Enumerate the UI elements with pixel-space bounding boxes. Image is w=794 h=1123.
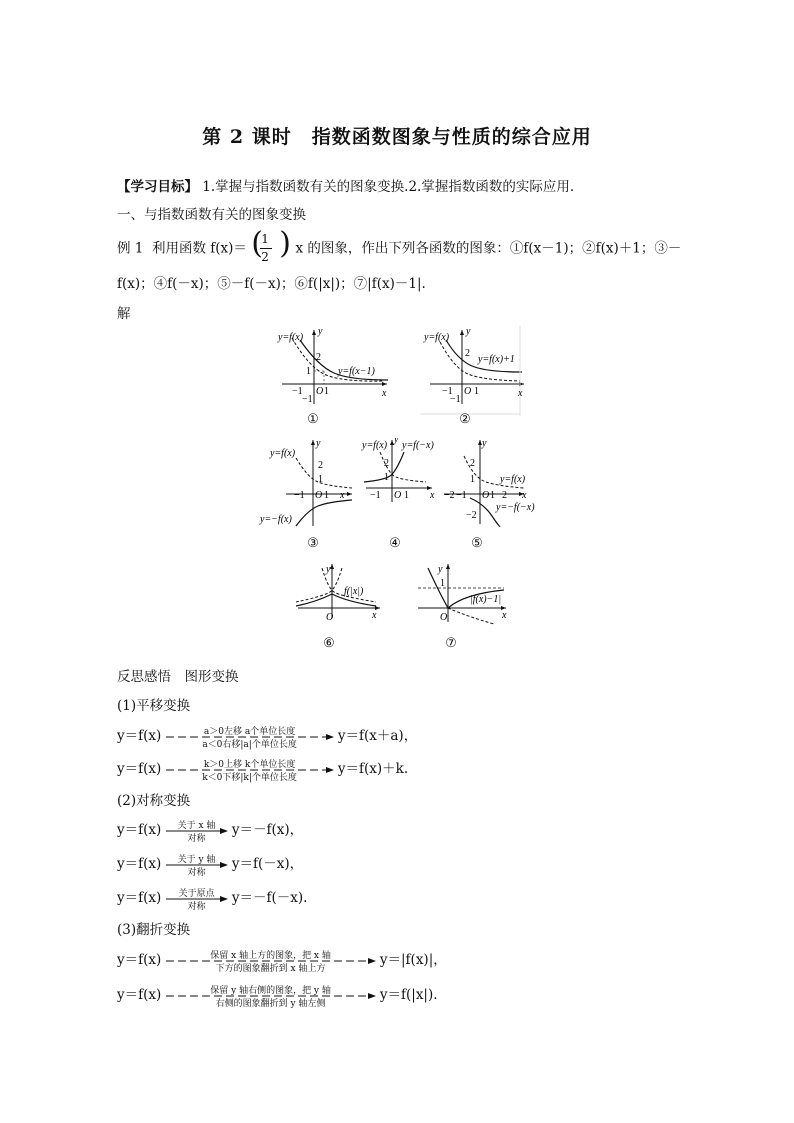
arrow-top-text: 关于 y 轴 [177, 854, 216, 865]
graph3-label-o: O [315, 490, 323, 501]
rule-right: y＝f(x)＋k. [337, 761, 409, 777]
arrow-bottom-text: k＜0下移|k|个单位长度 [202, 772, 297, 783]
arrow-bottom-text: 对称 [187, 901, 206, 912]
rule-left: y＝f(x) [117, 952, 162, 968]
example-text-a: 利用函数 f(x)＝ [151, 240, 247, 257]
graph3-label-x: x [340, 490, 345, 501]
symmetry-heading: (2)对称变换 [117, 793, 191, 809]
rule-right: y＝f(－x)， [231, 856, 304, 872]
fraction-denominator: 2 [261, 250, 269, 264]
example-label: 例 1 [117, 240, 144, 257]
graph3-label-2: 2 [318, 460, 323, 471]
graph1-label-yfx: y=f(x) [278, 332, 304, 343]
graph2-label-2: 2 [465, 348, 470, 359]
graph4-label-y: y [394, 438, 399, 445]
arrow-bottom-text: a＜0右移|a|个单位长度 [202, 739, 297, 750]
rule-right: y＝－f(－x). [231, 890, 308, 906]
graph5-label-neg2x: −2 [444, 490, 455, 501]
graph-6-caption: ⑥ [323, 636, 335, 651]
arrow-top-text: 保留 y 轴右侧的图象，把 y 轴 [210, 985, 331, 996]
graph4-label-o: O [394, 490, 402, 501]
graph-5-caption: ⑤ [471, 536, 483, 551]
graph1-label-neg1x: −1 [292, 386, 303, 397]
arrow-top-text: k＞0上移 k个单位长度 [203, 759, 296, 770]
rule-left: y＝f(x) [117, 856, 162, 872]
graph4-label-yf-negx: y=f(−x) [402, 440, 434, 451]
graph-2 [420, 326, 530, 416]
graph2-label-neg1x: −1 [442, 386, 453, 397]
flip-heading: (3)翻折变换 [117, 922, 191, 938]
fraction-numerator: 1 [261, 232, 269, 246]
graph4-label-yfx: y=f(x) [362, 440, 388, 451]
graph5-label-neg2y: −2 [466, 510, 477, 521]
arrow-top-text: 保留 x 轴上方的图象，把 x 轴 [210, 950, 331, 961]
learning-objectives [117, 175, 574, 195]
graph7-label-o: O [440, 612, 448, 623]
graph-7-caption: ⑦ [445, 636, 457, 651]
graph2-label-o: O [464, 386, 472, 397]
arrow-top-text: a＞0左移 a个单位长度 [203, 726, 296, 737]
graph6-label-y: y [326, 564, 331, 575]
example-1-line-2: f(x)；④f(－x)；⑤－f(－x)；⑥f(|x|)；⑦|f(x)－1|. [117, 276, 426, 292]
arrow-bottom-text: 右侧的图象翻折到 y 轴左侧 [215, 998, 326, 1009]
rule-left: y＝f(x) [117, 761, 162, 777]
graph5-label-y: y [482, 438, 487, 449]
graph1-label-1: 1 [306, 366, 311, 377]
objectives-tag: 【学习目标】 [117, 179, 198, 195]
rule-right: y＝f(|x|). [379, 987, 438, 1003]
graph-5 [440, 438, 540, 528]
graph4-label-neg1x: −1 [370, 490, 381, 501]
graph-3-caption: ③ [307, 536, 319, 551]
arrow-top-text: 关于 x 轴 [177, 820, 216, 831]
transform-arrow [166, 984, 376, 1008]
transform-arrow [166, 853, 228, 877]
graph5-label-1: 1 [470, 474, 475, 485]
rule-left: y＝f(x) [117, 728, 162, 744]
rule-left: y＝f(x) [117, 890, 162, 906]
rule-right: y＝|f(x)|， [379, 952, 447, 968]
graph2-label-y: y [466, 326, 471, 337]
graph2-label-yfx1: y=f(x)+1 [478, 354, 515, 365]
graph2-label-yfx: y=f(x) [424, 332, 450, 343]
example-1-line-1 [117, 226, 682, 266]
graph1-label-yfx1: y=f(x−1) [338, 366, 375, 377]
transform-arrow [166, 949, 376, 973]
graph3-label-neg-yfx: y=−f(x) [260, 514, 292, 525]
graph5-label-1x: 1 [490, 490, 495, 501]
graph5-label-neg1x: −1 [456, 490, 467, 501]
solution-label: 解 [117, 306, 131, 322]
transform-arrow [166, 887, 228, 911]
graph6-label-o: O [326, 612, 334, 622]
graph5-label-2x: 2 [502, 490, 507, 501]
graph7-label-y: y [438, 564, 443, 575]
graph5-label-x: x [522, 490, 527, 501]
graph1-label-y: y [318, 326, 323, 337]
graph-1-caption: ① [307, 412, 319, 427]
translate-rule-2 [117, 757, 408, 782]
rule-left: y＝f(x) [117, 822, 162, 838]
example-text-b: x 的图象，作出下列各函数的图象：①f(x－1)；②f(x)＋1；③－ [295, 240, 682, 257]
symmetry-rule-2 [117, 852, 303, 877]
graph1-label-x: x [382, 388, 387, 399]
graph-2-caption: ② [459, 412, 471, 427]
symmetry-rule-3 [117, 886, 307, 911]
graph1-label-1x: 1 [324, 386, 329, 397]
graph7-label-abs-fx-1: |f(x)−1| [470, 594, 502, 605]
graph1-label-o: O [316, 386, 324, 397]
graph6-label-f-absx: f(|x|) [344, 586, 364, 597]
arrow-bottom-text: 下方的图象翻折到 x 轴上方 [215, 963, 326, 974]
graph4-label-2: 2 [384, 458, 389, 469]
rule-left: y＝f(x) [117, 987, 162, 1003]
transform-arrow [166, 758, 334, 782]
graph5-label-2: 2 [470, 458, 475, 469]
arrow-bottom-text: 对称 [187, 867, 206, 878]
graph5-label-neg-yf-negx: y=−f(−x) [496, 502, 535, 513]
graph7-label-x: x [502, 610, 507, 621]
page-title: 第 2 课时 指数函数图象与性质的综合应用 [202, 126, 592, 148]
graph-4-caption: ④ [389, 536, 401, 551]
reflection-heading: 反思感悟 图形变换 [117, 669, 239, 685]
translate-rule-1 [117, 724, 417, 749]
graph3-label-1x: 1 [324, 490, 329, 501]
flip-rule-2 [117, 983, 438, 1008]
graph3-label-neg1x: −1 [294, 490, 305, 501]
section-heading-1: 一、与指数函数有关的图象变换 [117, 207, 306, 223]
symmetry-rule-1 [117, 818, 303, 843]
fraction-base: ( 1 2 ) [251, 226, 291, 264]
graph7-label-1: 1 [440, 578, 445, 589]
transform-arrow [166, 725, 334, 749]
graph4-label-1x: 1 [404, 490, 409, 501]
graph4-label-1: 1 [384, 472, 389, 483]
graph-7 [414, 562, 514, 632]
graph1-label-neg1y: −1 [302, 394, 313, 405]
translate-heading: (1)平移变换 [117, 698, 191, 714]
objectives-text: 1.掌握与指数函数有关的图象变换.2.掌握指数函数的实际应用. [202, 179, 575, 195]
graph2-label-neg1y: −1 [450, 394, 461, 405]
transform-arrow [166, 819, 228, 843]
graph2-label-x: x [518, 388, 523, 399]
graph5-label-o: O [482, 490, 490, 501]
graph3-label-y: y [316, 438, 321, 449]
graph6-label-x: x [372, 610, 377, 621]
arrow-top-text: 关于原点 [178, 888, 215, 899]
graph3-label-yfx: y=f(x) [270, 448, 296, 459]
graph-1 [272, 326, 392, 406]
rule-right: y＝f(x＋a)， [337, 728, 418, 744]
graph2-label-1x: 1 [474, 386, 479, 397]
graph-4 [360, 438, 440, 508]
graph4-label-x: x [430, 490, 435, 501]
flip-rule-1 [117, 948, 447, 973]
graph-6 [296, 562, 386, 622]
rule-right: y＝－f(x)， [231, 822, 304, 838]
graph5-label-yfx: y=f(x) [500, 474, 526, 485]
graph1-label-2: 2 [316, 352, 321, 363]
arrow-bottom-text: 对称 [187, 833, 206, 844]
graph3-label-1: 1 [318, 474, 323, 485]
graph-3 [256, 438, 356, 528]
